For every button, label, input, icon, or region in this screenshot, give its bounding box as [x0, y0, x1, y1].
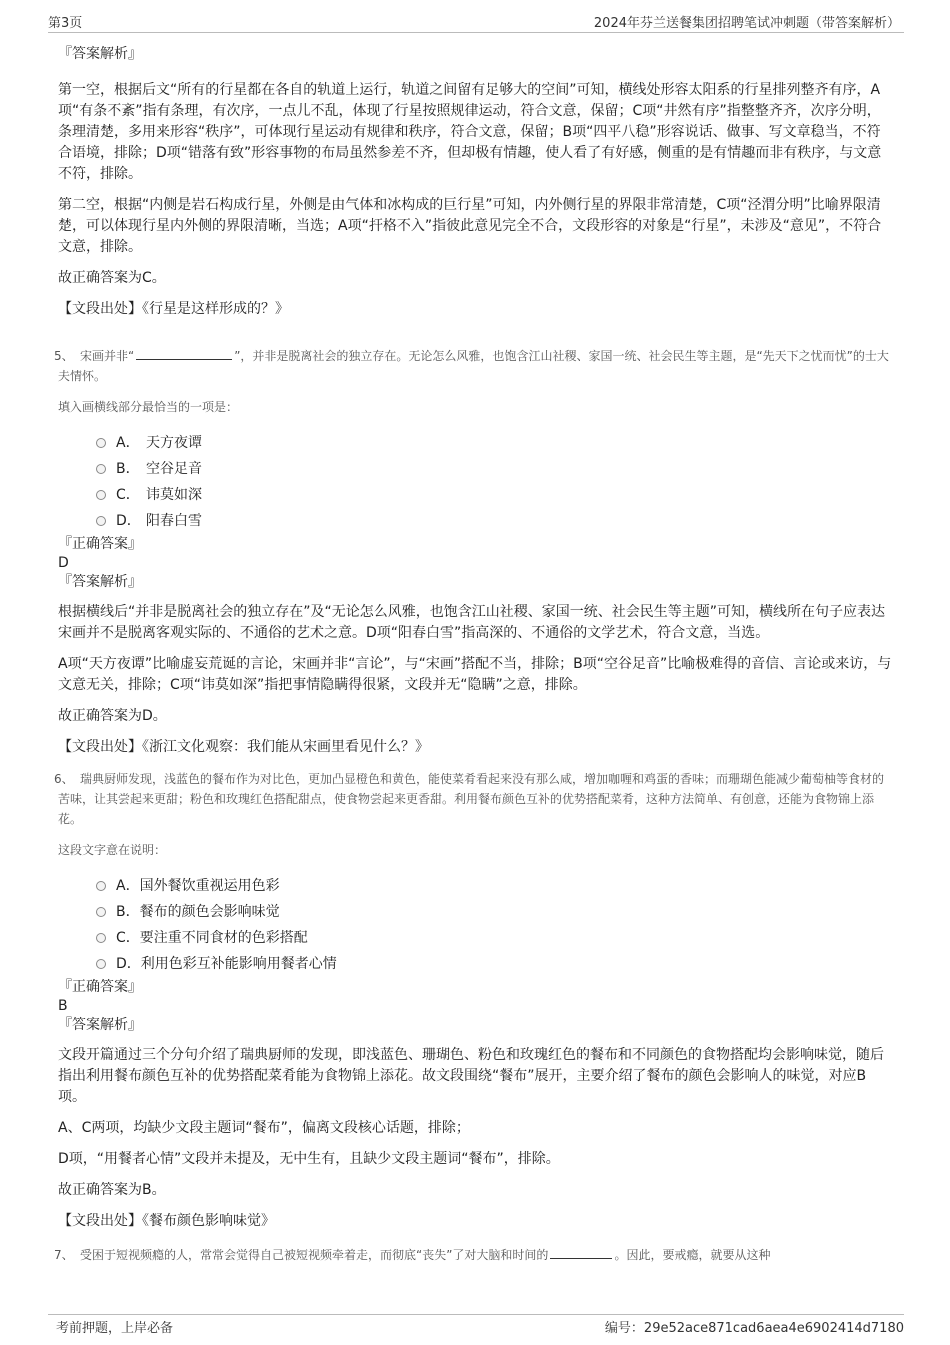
radio-icon[interactable] — [96, 933, 106, 943]
q7-number: 7、 — [54, 1248, 74, 1262]
radio-icon[interactable] — [96, 881, 106, 891]
q6-analysis-para2: A、C两项，均缺少文段主题词“餐布”，偏离文段核心话题，排除； — [58, 1120, 470, 1136]
radio-icon[interactable] — [96, 516, 106, 526]
page-header — [48, 12, 904, 33]
q6-conclusion: 故正确答案为B。 — [58, 1182, 166, 1198]
q5-number: 5、 — [54, 349, 74, 363]
q6-analysis-para1: 文段开篇通过三个分句介绍了瑞典厨师的发现，即浅蓝色、珊瑚色、粉色和玫瑰红色的餐布和不同颜色的食物搭配均会影响味觉，随后指出利用餐布颜色互补的优势搭配菜肴能为食物锦上添花。故文段围绕“餐布”展开，主要介绍了餐布的颜色会影响人的味觉，对应B项。 — [58, 1047, 884, 1105]
q5-analysis-para1: 根据横线后“并非是脱离社会的独立存在”及“无论怎么风雅，也饱含江山社稷、家国一统、社会民生等主题”可知，横线所在句子应表达宋画并不是脱离客观实际的、不通俗的艺术之意。D项“阳春白雪”指高深的、不通俗的文学艺术，符合文意，当选。 — [58, 604, 886, 641]
page-footer — [48, 1314, 904, 1337]
q6-stem: 6、 瑞典厨师发现，浅蓝色的餐布作为对比色，更加凸显橙色和黄色，能使菜肴看起来没有那么咸，增加咖喱和鸡蛋的香味；而珊瑚色能减少葡萄柚等食材的苦味，让其尝起来更甜；粉色和玫瑰红色搭配甜点，使食物尝起来更香甜。利用餐布颜色互补的优势搭配菜肴，这种方法简单、有创意，还能为食物锦上添花。 — [58, 769, 894, 829]
q5-blank — [136, 347, 232, 360]
q7-blank — [550, 1246, 612, 1259]
q5-conclusion: 故正确答案为D。 — [58, 708, 167, 724]
q4-analysis-tag: 『答案解析』 — [58, 46, 142, 62]
q5-options — [58, 430, 894, 534]
radio-icon[interactable] — [96, 959, 106, 969]
q5-source: 【文段出处】《浙江文化观察：我们能从宋画里看见什么？》 — [58, 739, 429, 755]
q6-option-b[interactable]: B． 餐布的颜色会影响味觉 — [96, 899, 894, 925]
q4-analysis-para1: 第一空，根据后文“所有的行星都在各自的轨道上运行，轨道之间留有足够大的空间”可知，横线处形容太阳系的行星排列整齐有序，A项“有条不紊”指有条理，有次序，一点儿不乱，体现了行星按照规律运动，符合文意，保留；C项“井然有序”指整整齐齐，次序分明，条理清楚，多用来形容“秩序”，可体现行星运动有规律和秩序，符合文意，保留；B项“四平八稳”形容说话、做事、写文章稳当，不符合语境，排除；D项“错落有致”形容事物的布局虽然参差不齐，但却极有情趣，使人看了有好感，侧重的是有情趣而非有秩序，与文意不符，排除。 — [58, 82, 882, 182]
q6-analysis-tag: 『答案解析』 — [58, 1017, 142, 1033]
q6-answer: B — [58, 998, 68, 1014]
radio-icon[interactable] — [96, 907, 106, 917]
q6-number: 6、 — [54, 772, 74, 786]
radio-icon[interactable] — [96, 464, 106, 474]
q6-correct-tag: 『正确答案』 — [58, 979, 142, 995]
page-content — [54, 44, 894, 1265]
q6-option-c[interactable]: C． 要注重不同食材的色彩搭配 — [96, 925, 894, 951]
q4-source: 【文段出处】《行星是这样形成的？》 — [58, 301, 289, 317]
q6-option-d[interactable]: D． 利用色彩互补能影响用餐者心情 — [96, 951, 894, 977]
q5-analysis-tag: 『答案解析』 — [58, 574, 142, 590]
document-title: 2024年芬兰送餐集团招聘笔试冲刺题（带答案解析） — [593, 16, 900, 31]
q6-option-a[interactable]: A． 国外餐饮重视运用色彩 — [96, 873, 894, 899]
q5-option-a[interactable]: A． 天方夜谭 — [96, 430, 894, 456]
q6-analysis-para3: D项，“用餐者心情”文段并未提及，无中生有，且缺少文段主题词“餐布”，排除。 — [58, 1151, 560, 1167]
q6-source: 【文段出处】《餐布颜色影响味觉》 — [58, 1213, 275, 1229]
q7-stem: 7、 受困于短视频瘾的人，常常会觉得自己被短视频牵着走，而彻底“丧失”了对大脑和时间的 。因此，要戒瘾，就要从这种 — [58, 1245, 894, 1265]
radio-icon[interactable] — [96, 438, 106, 448]
q6-prompt: 这段文字意在说明： — [58, 843, 167, 857]
q5-option-b[interactable]: B． 空谷足音 — [96, 456, 894, 482]
q5-stem: 5、 宋画并非“ ”，并非是脱离社会的独立存在。无论怎么风雅，也饱含江山社稷、家国一统、社会民生等主题，是“先天下之忧而忧”的士大夫情怀。 — [58, 346, 894, 386]
q5-option-c[interactable]: C． 讳莫如深 — [96, 482, 894, 508]
q5-answer: D — [58, 555, 69, 571]
q5-correct-tag: 『正确答案』 — [58, 536, 142, 552]
footer-slogan: 考前押题，上岸必备 — [56, 1321, 174, 1336]
q4-analysis-para2: 第二空，根据“内侧是岩石构成行星，外侧是由气体和冰构成的巨行星”可知，内外侧行星的界限非常清楚，C项“泾渭分明”比喻界限清楚，可以体现行星内外侧的界限清晰，当选；A项“扞格不入”指彼此意见完全不合，文段形容的对象是“行星”，未涉及“意见”，不符合文意，排除。 — [58, 197, 882, 255]
q6-options — [58, 873, 894, 977]
q4-conclusion: 故正确答案为C。 — [58, 270, 166, 286]
radio-icon[interactable] — [96, 490, 106, 500]
document-id: 编号：29e52ace871cad6aea4e6902414d7180 — [604, 1321, 904, 1336]
q5-option-d[interactable]: D． 阳春白雪 — [96, 508, 894, 534]
q5-prompt: 填入画横线部分最恰当的一项是： — [58, 400, 239, 414]
page-number: 第3页 — [48, 16, 83, 31]
q5-analysis-para2: A项“天方夜谭”比喻虚妄荒诞的言论，宋画并非“言论”，与“宋画”搭配不当，排除；B项“空谷足音”比喻极难得的音信、言论或来访，与文意无关，排除；C项“讳莫如深”指把事情隐瞒得很紧，文段并无“隐瞒”之意，排除。 — [58, 656, 892, 693]
